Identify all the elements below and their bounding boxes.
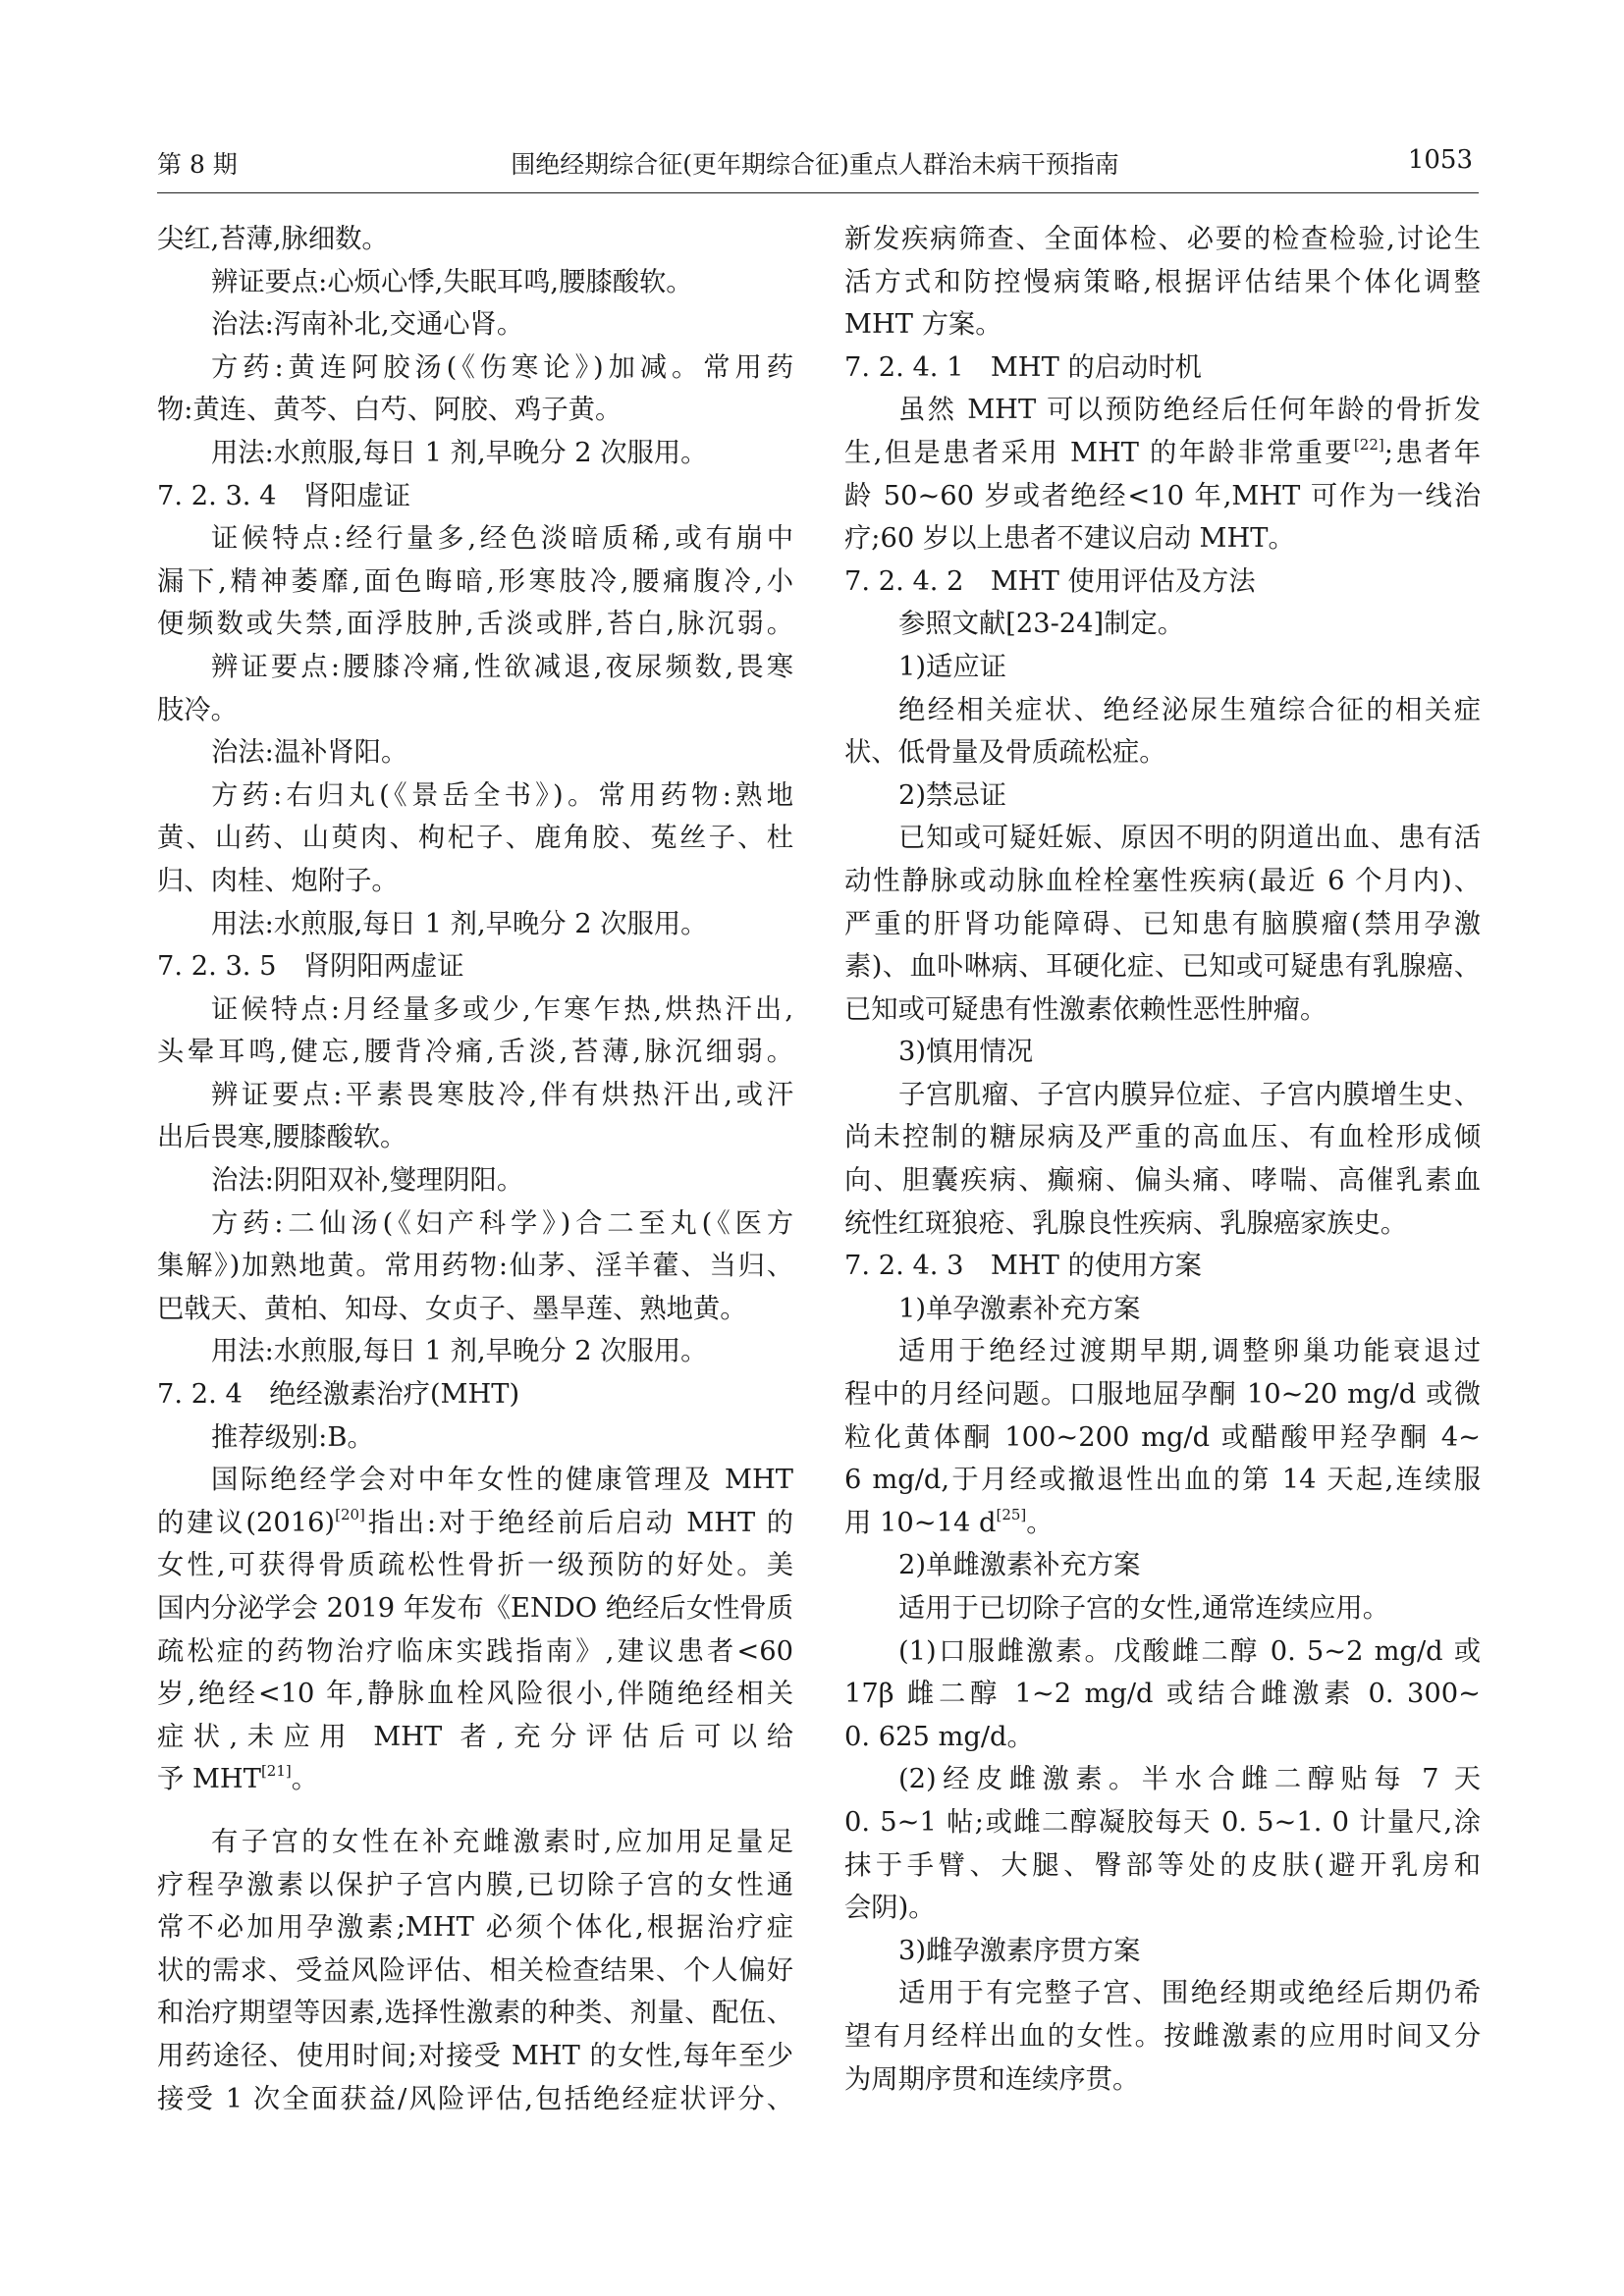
text-line: 为周期序贯和连续序贯。 [844,2063,1140,2095]
header-rule [157,192,1479,193]
text-line: 症状,未应用 MHT 者,充分评估后可以给 [157,1721,793,1752]
list-heading: 1)单孕激素补充方案 [898,1293,1141,1324]
text-line: 绝经相关症状、绝经泌尿生殖综合征的相关症 [898,694,1481,725]
text-line: 出后畏寒,腰膝酸软。 [157,1122,407,1153]
text-line: 状、低骨量及骨质疏松症。 [844,737,1166,769]
text-segment: 予 MHT [157,1764,261,1795]
text-line: 辨证要点:腰膝冷痛,性欲减退,夜尿频数,畏寒 [211,651,793,682]
text-line: 治法:泻南补北,交通心肾。 [211,309,524,341]
text-line: 已知或可疑妊娠、原因不明的阴道出血、患有活 [898,823,1481,854]
text-line: 头晕耳鸣,健忘,腰背冷痛,舌淡,苔薄,脉沉细弱。 [157,1037,793,1068]
section-heading: 7. 2. 3. 4 肾阳虚证 [157,480,411,511]
section-heading: 7. 2. 4. 2 MHT 使用评估及方法 [844,565,1256,597]
text-line: 子宫肌瘤、子宫内膜异位症、子宫内膜增生史、 [898,1079,1481,1110]
text-line: 岁,绝经<10 年,静脉血栓风险很小,伴随绝经相关 [157,1679,793,1710]
text-line: 接受 1 次全面获益/风险评估,包括绝经症状评分、 [157,2083,793,2114]
text-line: 适用于有完整子宫、围绝经期或绝经后期仍希 [898,1978,1481,2009]
text-line: 疏松症的药物治疗临床实践指南》,建议患者<60 [157,1635,793,1667]
text-line: 集解》)加熟地黄。常用药物:仙茅、淫羊藿、当归、 [157,1251,793,1282]
text-line: 素)、血卟啉病、耳硬化症、已知或可疑患有乳腺癌、 [844,951,1481,983]
text-line: 尖红,苔薄,脉细数。 [157,224,389,254]
running-header [157,145,1473,185]
text-line: 和治疗期望等因素,选择性激素的种类、剂量、配伍、 [157,1998,793,2029]
text-line: 新发疾病筛查、全面体检、必要的检查检验,讨论生 [844,224,1481,254]
text-line: 辨证要点:心烦心悸,失眠耳鸣,腰膝酸软。 [211,266,693,297]
text-line: (2)经皮雌激素。半水合雌二醇贴每 7 天 [898,1764,1481,1795]
text-line: 治法:阴阳双补,燮理阴阳。 [211,1165,524,1197]
text-line: 女性,可获得骨质疏松性骨折一级预防的好处。美 [157,1550,793,1581]
text-line: 辨证要点:平素畏寒肢冷,伴有烘热汗出,或汗 [211,1079,793,1110]
text-line: 尚未控制的糖尿病及严重的高血压、有血栓形成倾 [844,1122,1481,1153]
right-column [844,218,1481,2101]
text-line: 程中的月经问题。口服地屈孕酮 10~20 mg/d 或微 [844,1379,1481,1411]
text-line: 疗程孕激素以保护子宫内膜,已切除子宫的女性通 [157,1869,793,1900]
text-line: 望有月经样出血的女性。按雌激素的应用时间又分 [844,2020,1481,2052]
text-line: 适用于绝经过渡期早期,调整卵巢功能衰退过 [898,1336,1481,1367]
text-line [157,1758,793,1801]
text-line: 有子宫的女性在补充雌激素时,应加用足量足 [211,1826,793,1857]
text-line: 活方式和防控慢病策略,根据评估结果个体化调整 [844,266,1481,297]
text-line: MHT 方案。 [844,309,1002,341]
text-line: 巴戟天、黄柏、知母、女贞子、墨旱莲、熟地黄。 [157,1293,747,1324]
text-line: 国际绝经学会对中年女性的健康管理及 MHT [211,1465,793,1496]
text-line: 虽然 MHT 可以预防绝经后任何年龄的骨折发 [898,395,1481,426]
text-segment: 用 10~14 d [844,1507,997,1538]
text-segment: 生,但是患者采用 MHT 的年龄非常重要 [844,437,1354,468]
text-line [844,1502,1481,1545]
running-title: 围绝经期综合征(更年期综合征)重点人群治未病干预指南 [511,150,1119,179]
text-line: 抹于手臂、大腿、臀部等处的皮肤(避开乳房和 [844,1849,1481,1881]
citation-ref: [25] [996,1505,1027,1523]
text-line: 0. 5~1 帖;或雌二醇凝胶每天 0. 5~1. 0 计量尺,涂 [844,1806,1481,1838]
text-line: 国内分泌学会 2019 年发布《ENDO 绝经后女性骨质 [157,1593,793,1624]
text-line: 参照文献[23-24]制定。 [898,609,1185,640]
text-line: 方药:黄连阿胶汤(《伤寒论》)加减。常用药 [211,351,793,383]
text-line: 0. 625 mg/d。 [844,1721,1034,1752]
text-line: 适用于已切除子宫的女性,通常连续应用。 [898,1593,1390,1624]
text-line: 方药:二仙汤(《妇产科学》)合二至丸(《医方 [211,1207,793,1239]
text-line: 疗;60 岁以上患者不建议启动 MHT。 [844,523,1295,555]
text-segment: 。 [291,1764,319,1795]
text-line: 治法:温补肾阳。 [211,737,408,769]
text-line: 统性红斑狼疮、乳腺良性疾病、乳腺癌家族史。 [844,1207,1408,1239]
text-line: 证候特点:月经量多或少,乍寒乍热,烘热汗出, [211,993,793,1025]
text-line: 归、肉桂、炮附子。 [157,865,399,896]
text-line: 已知或可疑患有性激素依赖性恶性肿瘤。 [844,993,1327,1025]
text-line: (1)口服雌激素。戊酸雌二醇 0. 5~2 mg/d 或 [898,1635,1481,1667]
citation-ref: [22] [1353,435,1384,454]
page-number: 1053 [1407,145,1473,175]
text-line: 严重的肝肾功能障碍、已知患有脑膜瘤(禁用孕激 [844,908,1481,939]
text-line: 证候特点:经行量多,经色淡暗质稀,或有崩中 [211,523,793,555]
section-heading: 7. 2. 3. 5 肾阴阳两虚证 [157,951,464,983]
text-line: 状的需求、受益风险评估、相关检查结果、个人偏好 [157,1954,793,1986]
text-line: 用法:水煎服,每日 1 剂,早晚分 2 次服用。 [211,437,708,468]
text-line: 肢冷。 [157,694,238,725]
text-line: 用药途径、使用时间;对接受 MHT 的女性,每年至少 [157,2040,793,2071]
text-line: 漏下,精神萎靡,面色晦暗,形寒肢冷,腰痛腹冷,小 [157,565,793,597]
citation-ref: [20] [335,1505,365,1523]
section-heading: 7. 2. 4 绝经激素治疗(MHT) [157,1379,520,1411]
text-line: 推荐级别:B。 [211,1421,374,1453]
issue-number: 第 8 期 [157,150,238,179]
text-line [844,432,1481,475]
text-line: 17β 雌二醇 1~2 mg/d 或结合雌激素 0. 300~ [844,1679,1481,1710]
text-line: 便频数或失禁,面浮肢肿,舌淡或胖,苔白,脉沉弱。 [157,609,793,640]
text-line: 物:黄连、黄芩、白芍、阿胶、鸡子黄。 [157,395,623,426]
text-segment: 的建议(2016) [157,1507,336,1538]
text-segment: 。 [1026,1507,1054,1538]
left-column [157,218,793,2120]
list-heading: 1)适应证 [898,651,1006,682]
text-line [157,1502,793,1545]
list-heading: 2)禁忌证 [898,779,1006,811]
text-line: 用法:水煎服,每日 1 剂,早晚分 2 次服用。 [211,1336,708,1367]
list-heading: 3)雌孕激素序贯方案 [898,1935,1141,1966]
text-line: 用法:水煎服,每日 1 剂,早晚分 2 次服用。 [211,908,708,939]
list-heading: 3)慎用情况 [898,1037,1034,1068]
list-heading: 2)单雌激素补充方案 [898,1550,1141,1581]
text-line: 龄 50~60 岁或者绝经<10 年,MHT 可作为一线治 [844,480,1481,511]
citation-ref: [21] [260,1762,292,1781]
text-line: 粒化黄体酮 100~200 mg/d 或醋酸甲羟孕酮 4~ [844,1421,1481,1453]
section-heading: 7. 2. 4. 1 MHT 的启动时机 [844,351,1202,383]
section-heading: 7. 2. 4. 3 MHT 的使用方案 [844,1251,1202,1282]
text-segment: 指出:对于绝经前后启动 MHT 的 [364,1507,793,1538]
text-line: 常不必加用孕激素;MHT 必须个体化,根据治疗症 [157,1912,793,1944]
text-line: 方药:右归丸(《景岳全书》)。常用药物:熟地 [211,779,793,811]
text-line: 黄、山药、山萸肉、枸杞子、鹿角胶、菟丝子、杜 [157,823,793,854]
text-line: 会阴)。 [844,1893,936,1924]
text-line: 动性静脉或动脉血栓栓塞性疾病(最近 6 个月内)、 [844,865,1481,896]
text-line: 6 mg/d,于月经或撤退性出血的第 14 天起,连续服 [844,1465,1481,1496]
text-line: 向、胆囊疾病、癫痫、偏头痛、哮喘、高催乳素血 [844,1165,1481,1197]
text-segment: ;患者年 [1383,437,1481,468]
